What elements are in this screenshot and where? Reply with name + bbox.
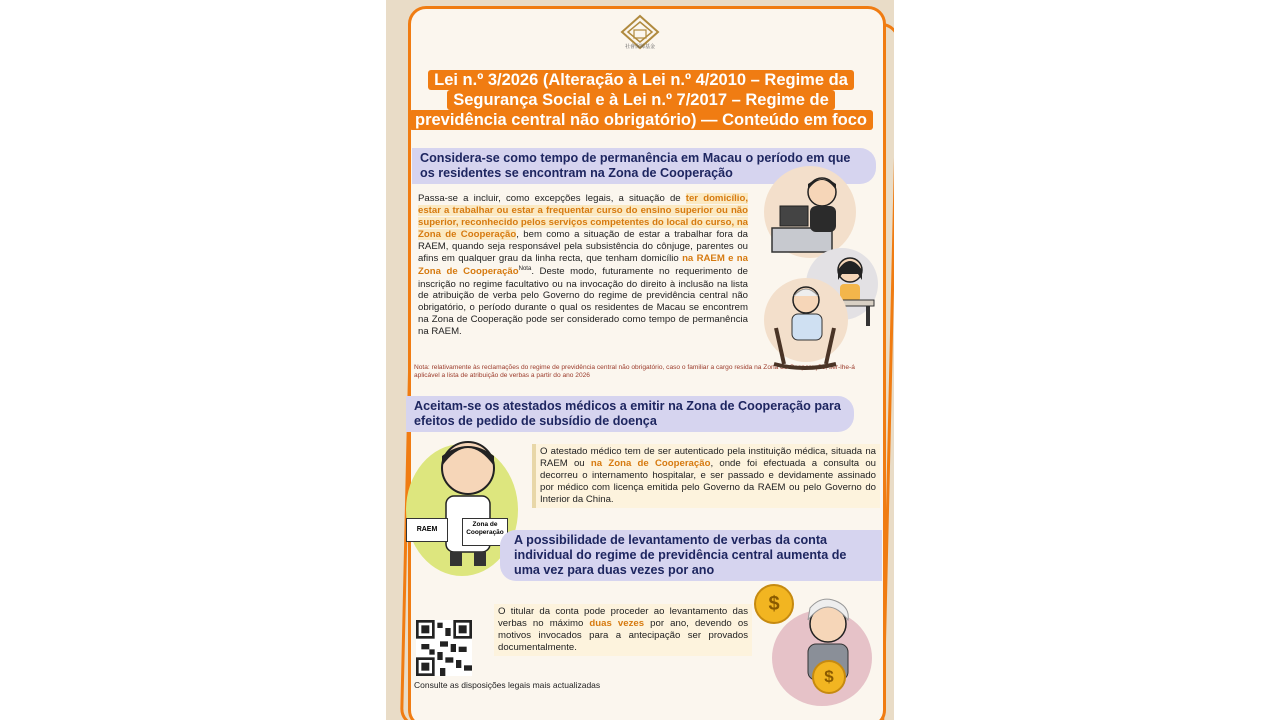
elderly-man-icon bbox=[764, 280, 854, 370]
section3-heading: A possibilidade de levantamento de verbas da conta individual do regime de previdência central aumenta de uma vez para duas vezes por ano bbox=[500, 530, 882, 581]
section2-body: O atestado médico tem de ser autenticado pela instituição médica, situada na RAEM ou na Zona de Cooperação, onde foi efectuada a consulta ou decorreu o internamento hospitalar, e ser passado e devidamente assinado por médico com licença emitida pelo Governo da RAEM ou pelo Governo do Interior da China. bbox=[532, 444, 880, 508]
footer-note: Consulte as disposições legais mais actualizadas bbox=[414, 680, 601, 690]
section3-body: O titular da conta pode proceder ao levantamento das verbas no máximo duas vezes por ano, devendo os motivos invocados para a antecipação ser provados documentalmente. bbox=[494, 604, 752, 656]
poster-title: Lei n.º 3/2026 (Alteração à Lei n.º 4/2010 – Regime da Segurança Social e à Lei n.º 7/2017 – Regime de previdência central não obrigatório) — Conteúdo em foco bbox=[404, 70, 878, 130]
sign-zona-cooperacao: Zona de Cooperação bbox=[462, 518, 508, 546]
qr-code-icon bbox=[416, 620, 472, 676]
logo-text: 社會保障基金 bbox=[624, 44, 655, 50]
sign-raem: RAEM bbox=[406, 518, 448, 542]
logo-icon bbox=[612, 12, 668, 68]
coin-icon-bottom: $ bbox=[812, 660, 846, 694]
section2-heading: Aceitam-se os atestados médicos a emitir na Zona de Cooperação para efeitos de pedido de subsídio de doença bbox=[406, 396, 854, 432]
poster bbox=[386, 0, 894, 720]
coin-icon-top: $ bbox=[754, 584, 794, 624]
section1-note: Nota: relativamente às reclamações do regime de previdência central não obrigatório, caso o familiar a cargo resida na Zona de Cooperação, ser-lhe-á aplicável a lista de atribuição de verbas a partir do ano 2026 bbox=[414, 364, 855, 379]
section1-heading: Considera-se como tempo de permanência em Macau o período em que os residentes se encontram na Zona de Cooperação bbox=[412, 148, 876, 184]
section1-body: Passa-se a incluir, como excepções legais, a situação de ter domicílio, estar a trabalhar ou estar a frequentar curso do ensino superior ou não superior, reconhecido pelos serviços competentes do local do curso, na Zona de Cooperação, bem como a situação de estar a trabalhar fora da RAEM, quando seja responsável pela subsistência do cônjuge, parentes ou afins em qualquer grau da linha recta, que tenham domicílio na RAEM e na Zona de Cooperação$^{Nota}$. Deste modo, futuramente no requerimento de inscrição no regime facultativo ou na invocação do direito à inclusão na lista de atribuição de verba pelo Governo do regime de previdência central não obrigatório, o período durante o qual os residentes de Macau se encontrem na Zona de Cooperação pode ser considerado como tempo de permanência na RAEM. bbox=[418, 193, 749, 338]
